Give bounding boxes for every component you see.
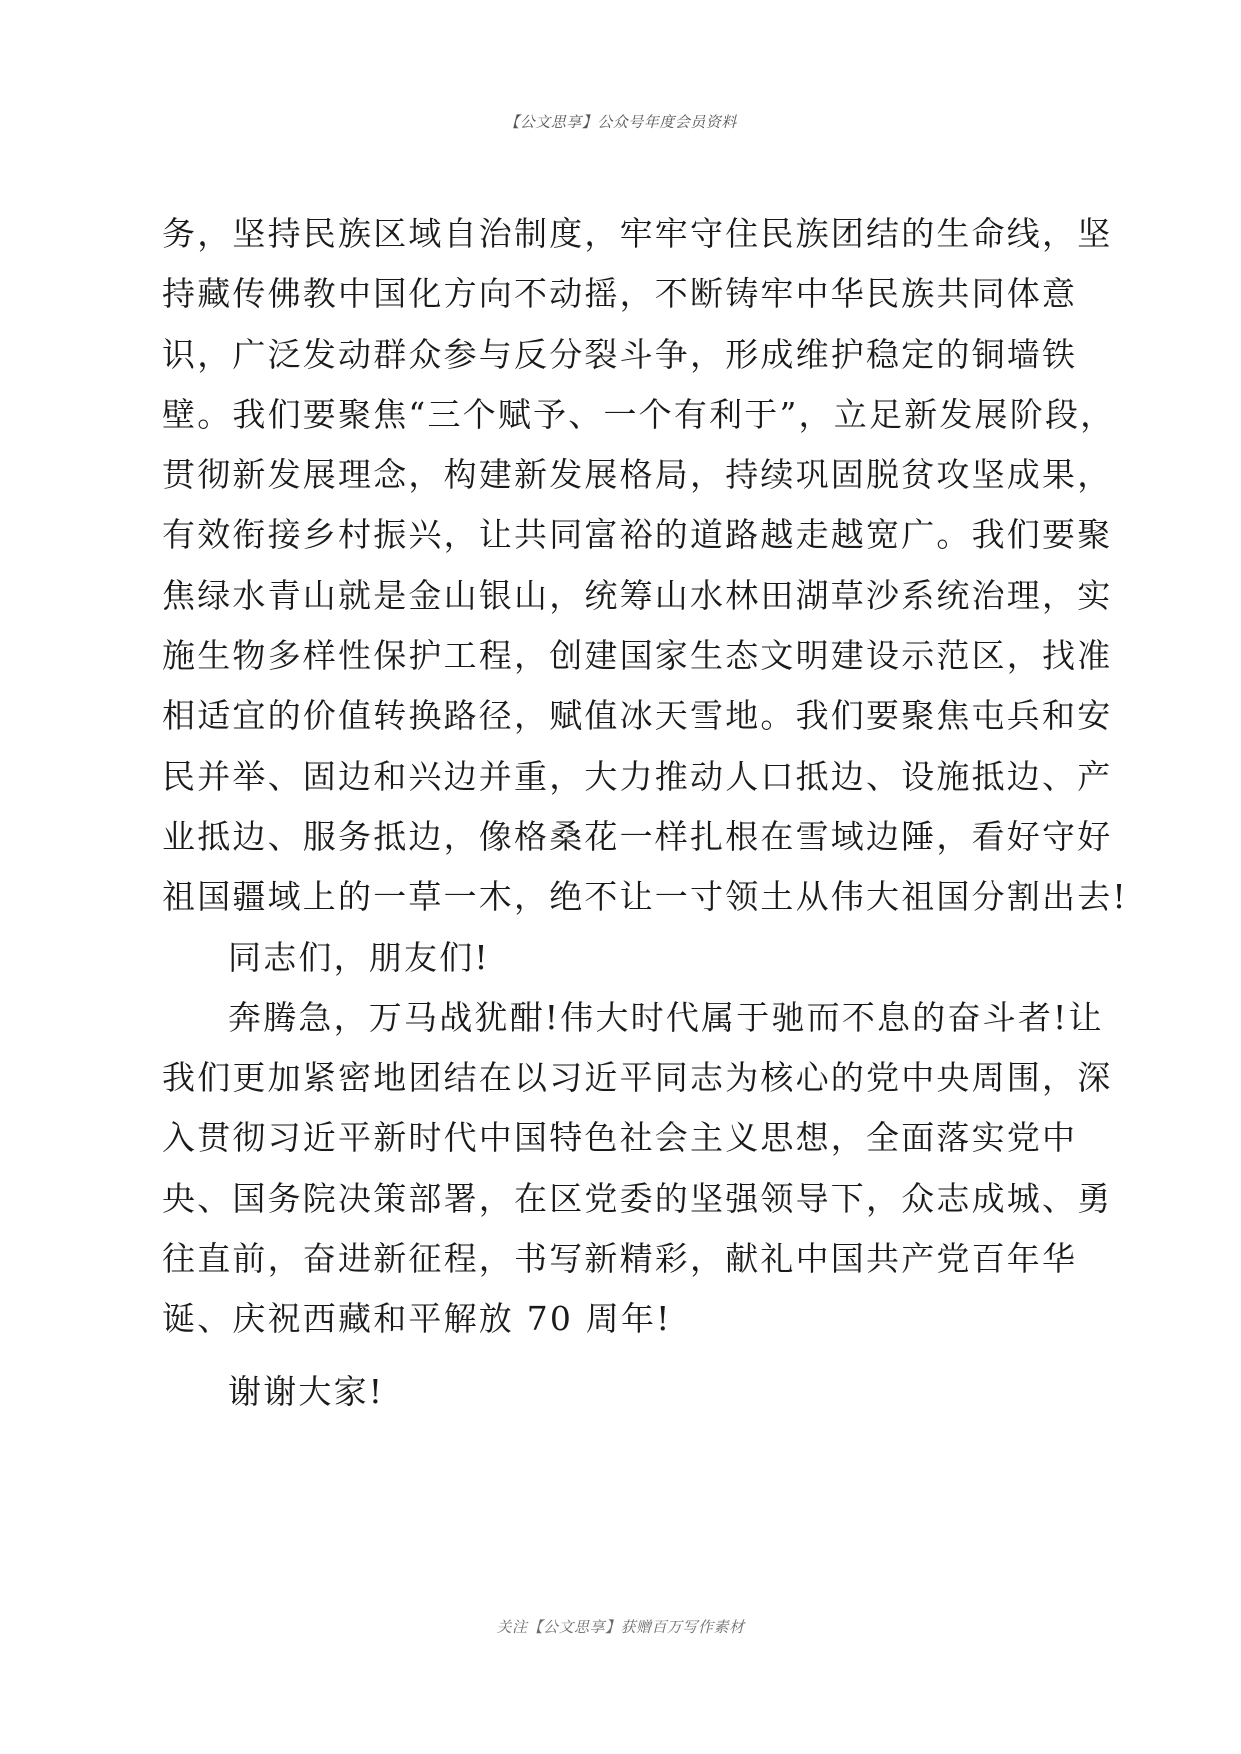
text-line-paragraph-start: 奔腾急，万马战犹酣!伟大时代属于驰而不息的奋斗者!让 bbox=[228, 997, 1104, 1037]
text-line: 往直前，奋进新征程，书写新精彩，献礼中国共产党百年华 bbox=[162, 1239, 1078, 1279]
text-line: 施生物多样性保护工程，创建国家生态文明建设示范区，找准 bbox=[162, 636, 1113, 676]
text-line: 民并举、固边和兴边并重，大力推动人口抵边、设施抵边、产 bbox=[162, 756, 1113, 796]
page-footer: 关注【公文思享】获赠百万写作素材 bbox=[496, 1618, 745, 1636]
text-line: 识，广泛发动群众参与反分裂斗争，形成维护稳定的铜墙铁 bbox=[162, 334, 1078, 374]
text-line: 我们更加紧密地团结在以习近平同志为核心的党中央周围，深 bbox=[162, 1058, 1113, 1098]
page-header: 【公文思享】公众号年度会员资料 bbox=[504, 113, 737, 131]
text-line: 持藏传佛教中国化方向不动摇，不断铸牢中华民族共同体意 bbox=[162, 274, 1078, 314]
text-line: 业抵边、服务抵边，像格桑花一样扎根在雪域边陲，看好守好 bbox=[162, 816, 1113, 856]
text-line: 贯彻新发展理念，构建新发展格局，持续巩固脱贫攻坚成果， bbox=[162, 455, 1113, 495]
document-body bbox=[162, 204, 1128, 1422]
text-line-salutation: 同志们，朋友们! bbox=[228, 937, 490, 977]
text-line: 壁。我们要聚焦“三个赋予、一个有利于”，立足新发展阶段， bbox=[162, 394, 1116, 434]
text-line: 央、国务院决策部署，在区党委的坚强领导下，众志成城、勇 bbox=[162, 1178, 1113, 1218]
text-line: 入贯彻习近平新时代中国特色社会主义思想，全面落实党中 bbox=[162, 1118, 1078, 1158]
text-line: 祖国疆域上的一草一木，绝不让一寸领土从伟大祖国分割出去! bbox=[162, 877, 1128, 917]
text-line-closing: 谢谢大家! bbox=[228, 1371, 385, 1411]
text-line: 焦绿水青山就是金山银山，统筹山水林田湖草沙系统治理，实 bbox=[162, 575, 1113, 615]
text-line: 诞、庆祝西藏和平解放 70 周年! bbox=[162, 1299, 672, 1339]
text-line: 务，坚持民族区域自治制度，牢牢守住民族团结的生命线，坚 bbox=[162, 214, 1113, 253]
text-line: 有效衔接乡村振兴，让共同富裕的道路越走越宽广。我们要聚 bbox=[162, 515, 1113, 555]
text-line: 相适宜的价值转换路径，赋值冰天雪地。我们要聚焦屯兵和安 bbox=[162, 696, 1113, 736]
